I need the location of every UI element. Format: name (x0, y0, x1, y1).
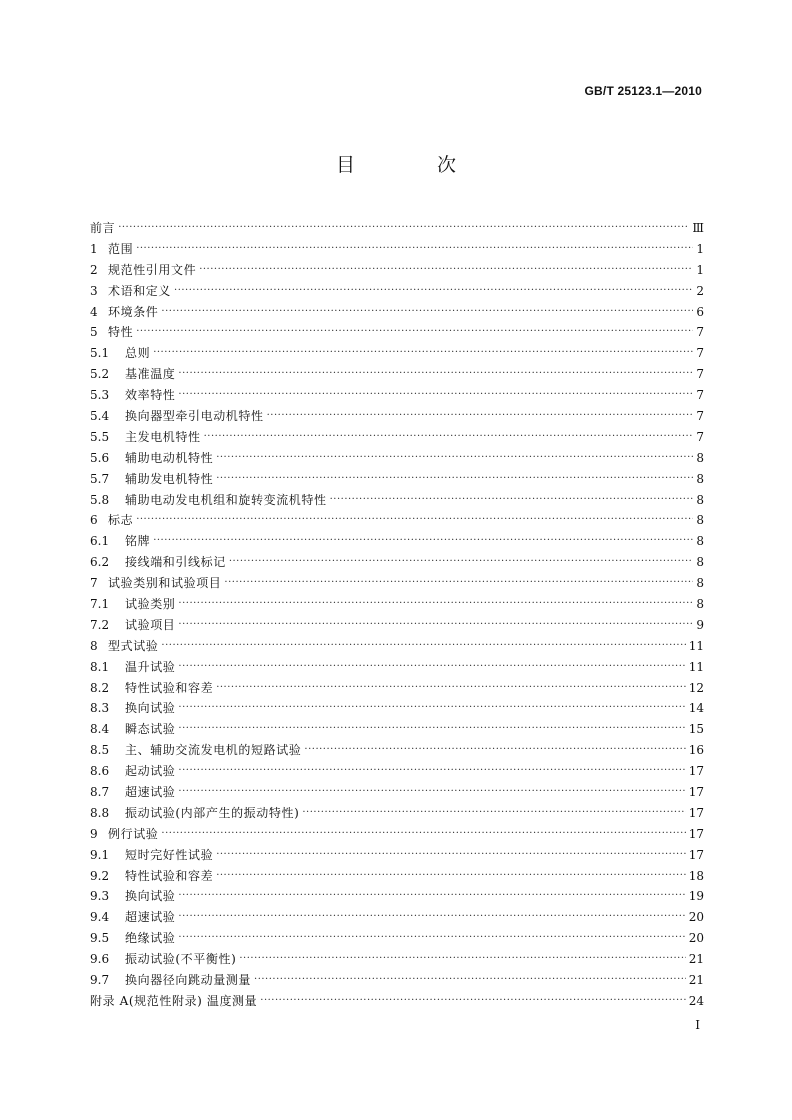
toc-entry-number: 7.1 (90, 597, 110, 612)
toc-entry[interactable] (90, 385, 704, 406)
toc-dot-leader (174, 281, 693, 302)
toc-entry-title: 总则 (125, 346, 151, 361)
toc-entry[interactable] (90, 573, 704, 594)
toc-entry-title: 辅助发电机特性 (125, 471, 214, 486)
toc-entry-number: 8.6 (90, 764, 110, 779)
toc-entry-page: 20 (688, 910, 704, 925)
toc-entry[interactable] (90, 302, 704, 323)
toc-dot-leader (216, 866, 686, 887)
toc-dot-leader (178, 615, 693, 636)
toc-entry-title: 附录 A(规范性附录) 温度测量 (90, 993, 258, 1008)
toc-entry-title: 换向试验 (125, 889, 176, 904)
toc-entry-title: 试验类别 (125, 597, 176, 612)
toc-dot-leader (161, 302, 693, 323)
toc-entry-number: 9.7 (90, 973, 110, 988)
toc-entry-number: 8.3 (90, 701, 110, 716)
toc-entry-page: 18 (688, 868, 704, 883)
toc-dot-leader (304, 740, 685, 761)
toc-entry-number: 5.5 (90, 429, 110, 444)
toc-entry-number: 5.2 (90, 367, 110, 382)
toc-entry-title: 特性 (108, 325, 134, 340)
toc-entry[interactable] (90, 322, 704, 343)
toc-dot-leader (204, 427, 693, 448)
toc-dot-leader (136, 239, 693, 260)
toc-entry-page: 7 (696, 367, 704, 382)
toc-entry-title: 主、辅助交流发电机的短路试验 (125, 743, 302, 758)
toc-entry-page: 2 (696, 283, 704, 298)
toc-entry-number: 5.6 (90, 450, 110, 465)
toc-entry-page: 8 (696, 597, 704, 612)
toc-entry[interactable] (90, 427, 704, 448)
toc-entry-page: 8 (696, 555, 704, 570)
toc-dot-leader (178, 907, 685, 928)
toc-entry-number: 8.7 (90, 785, 110, 800)
toc-dot-leader (178, 719, 685, 740)
toc-entry[interactable] (90, 719, 704, 740)
toc-entry-page: 11 (688, 659, 704, 674)
toc-entry-number: 6.2 (90, 555, 110, 570)
toc-entry[interactable] (90, 991, 704, 1012)
toc-dot-leader (267, 406, 693, 427)
toc-entry-title: 型式试验 (108, 638, 159, 653)
toc-entry[interactable] (90, 364, 704, 385)
toc-entry-page: Ⅲ (692, 220, 704, 235)
toc-entry-page: 21 (688, 973, 704, 988)
toc-entry[interactable] (90, 657, 704, 678)
toc-dot-leader (153, 531, 693, 552)
toc-entry-number: 5.7 (90, 471, 110, 486)
toc-entry-title: 辅助电动机特性 (125, 450, 214, 465)
toc-entry-page: 7 (696, 429, 704, 444)
toc-entry-title: 范围 (108, 241, 134, 256)
toc-entry[interactable] (90, 887, 704, 908)
toc-entry-title: 超速试验 (125, 785, 176, 800)
toc-entry-page: 21 (688, 952, 704, 967)
toc-entry-title: 术语和定义 (108, 283, 172, 298)
toc-entry-page: 9 (696, 617, 704, 632)
toc-entry-page: 17 (688, 847, 704, 862)
toc-entry-page: 7 (696, 409, 704, 423)
toc-entry-title: 基准温度 (125, 367, 176, 382)
toc-entry-page: 17 (688, 785, 704, 800)
toc-entry-title: 振动试验(内部产生的振动特性) (125, 805, 300, 820)
toc-entry-title: 铭牌 (125, 534, 151, 549)
toc-entry[interactable] (90, 218, 704, 239)
toc-dot-leader (178, 385, 693, 406)
toc-entry[interactable] (90, 845, 704, 866)
toc-entry-page: 7 (696, 346, 704, 361)
toc-dot-leader (216, 678, 686, 699)
table-of-contents (90, 218, 704, 1012)
toc-entry-page: 8 (696, 534, 704, 549)
toc-entry-number: 9.5 (90, 931, 110, 946)
toc-entry[interactable] (90, 594, 704, 615)
toc-dot-leader (216, 845, 686, 866)
toc-entry-title: 效率特性 (125, 388, 176, 403)
toc-entry[interactable] (90, 239, 704, 260)
toc-entry-title: 特性试验和容差 (125, 868, 214, 883)
toc-entry-title: 短时完好性试验 (125, 847, 214, 862)
toc-entry-page: 17 (688, 764, 704, 779)
toc-entry-page: 6 (696, 304, 704, 319)
toc-entry-number: 4 (90, 304, 98, 319)
toc-dot-leader (178, 886, 685, 907)
toc-entry-number: 8.4 (90, 722, 110, 737)
toc-entry[interactable] (90, 782, 704, 803)
toc-entry-title: 换向试验 (125, 701, 176, 716)
toc-entry-title: 辅助电动发电机组和旋转变流机特性 (125, 492, 327, 507)
toc-entry-title: 振动试验(不平衡性) (125, 952, 237, 967)
toc-entry[interactable] (90, 510, 704, 531)
toc-dot-leader (239, 949, 685, 970)
toc-entry-title: 规范性引用文件 (108, 262, 197, 277)
toc-entry-title: 温升试验 (125, 659, 176, 674)
toc-entry-title: 前言 (90, 220, 116, 235)
toc-entry-page: 11 (688, 638, 704, 653)
toc-entry-title: 起动试验 (125, 764, 176, 779)
toc-entry[interactable] (90, 531, 704, 552)
toc-entry[interactable] (90, 678, 704, 699)
toc-dot-leader (178, 594, 693, 615)
toc-entry-page: 14 (688, 701, 704, 716)
toc-dot-leader (178, 364, 693, 385)
toc-entry-page: 19 (688, 889, 704, 904)
toc-entry-number: 8.1 (90, 659, 110, 674)
toc-entry-title: 试验项目 (125, 617, 176, 632)
toc-entry[interactable] (90, 866, 704, 887)
toc-entry[interactable] (90, 740, 704, 761)
toc-dot-leader (161, 824, 685, 845)
toc-dot-leader (178, 657, 685, 678)
toc-entry-number: 9.2 (90, 868, 110, 883)
toc-entry-title: 例行试验 (108, 826, 159, 841)
toc-entry-number: 8.5 (90, 743, 110, 758)
toc-entry-number: 7.2 (90, 617, 110, 632)
toc-entry-number: 8.8 (90, 805, 110, 820)
toc-entry-number: 8.2 (90, 680, 110, 695)
toc-entry[interactable] (90, 698, 704, 719)
toc-entry-number: 9 (90, 826, 98, 841)
toc-entry-number: 9.4 (90, 910, 110, 925)
toc-entry-title: 特性试验和容差 (125, 680, 214, 695)
toc-dot-leader (178, 782, 685, 803)
toc-entry-page: 8 (696, 492, 704, 507)
toc-entry-page: 8 (696, 513, 704, 528)
toc-entry-page: 17 (688, 826, 704, 841)
toc-entry[interactable] (90, 928, 704, 949)
toc-entry[interactable] (90, 490, 704, 511)
toc-entry[interactable] (90, 907, 704, 928)
toc-entry[interactable] (90, 281, 704, 302)
toc-entry-number: 9.6 (90, 952, 110, 967)
toc-entry-title: 环境条件 (108, 304, 159, 319)
toc-entry-number: 5.4 (90, 409, 110, 423)
toc-entry-page: 1 (696, 262, 704, 277)
toc-entry-page: 7 (696, 325, 704, 340)
toc-dot-leader (302, 803, 685, 824)
toc-dot-leader (199, 260, 693, 281)
toc-dot-leader (136, 322, 693, 343)
toc-entry-title: 超速试验 (125, 910, 176, 925)
toc-entry[interactable] (90, 824, 704, 845)
toc-entry-page: 7 (696, 388, 704, 403)
standard-number: GB/T 25123.1—2010 (584, 84, 702, 98)
toc-dot-leader (260, 991, 685, 1012)
toc-entry[interactable] (90, 970, 704, 991)
toc-entry-number: 1 (90, 241, 98, 256)
toc-entry-number: 5.1 (90, 346, 110, 361)
toc-entry-number: 5.3 (90, 388, 110, 403)
toc-entry-page: 15 (688, 722, 704, 737)
page-number: I (695, 1018, 700, 1032)
toc-entry-page: 12 (688, 680, 704, 695)
toc-entry[interactable] (90, 448, 704, 469)
toc-dot-leader (136, 510, 693, 531)
toc-dot-leader (229, 552, 693, 573)
toc-entry[interactable] (90, 552, 704, 573)
toc-entry-page: 17 (688, 805, 704, 820)
toc-entry[interactable] (90, 761, 704, 782)
toc-entry-title: 换向器径向跳动量测量 (125, 973, 252, 988)
toc-entry-title: 绝缘试验 (125, 931, 176, 946)
toc-entry-number: 7 (90, 576, 98, 591)
toc-entry[interactable] (90, 260, 704, 281)
toc-entry-number: 9.3 (90, 889, 110, 904)
toc-entry-page: 8 (696, 576, 704, 591)
toc-entry-page: 20 (688, 931, 704, 946)
toc-entry[interactable] (90, 469, 704, 490)
toc-entry-number: 6.1 (90, 534, 110, 549)
toc-dot-leader (178, 761, 685, 782)
toc-entry-number: 5.8 (90, 492, 110, 507)
toc-dot-leader (254, 970, 686, 991)
toc-entry-title: 试验类别和试验项目 (108, 576, 222, 591)
toc-dot-leader (178, 928, 685, 949)
toc-entry-title: 换向器型牵引电动机特性 (125, 409, 264, 423)
toc-dot-leader (153, 343, 693, 364)
toc-entry-page: 24 (688, 993, 704, 1008)
toc-entry-page: 1 (696, 241, 704, 256)
toc-entry-title: 主发电机特性 (125, 429, 201, 444)
toc-entry[interactable] (90, 615, 704, 636)
toc-entry-number: 8 (90, 638, 98, 653)
toc-dot-leader (216, 469, 693, 490)
toc-entry[interactable] (90, 636, 704, 657)
toc-entry[interactable] (90, 406, 704, 427)
toc-entry-title: 标志 (108, 513, 134, 528)
toc-entry-number: 3 (90, 283, 98, 298)
toc-dot-leader (178, 698, 685, 719)
toc-entry[interactable] (90, 949, 704, 970)
toc-entry-page: 8 (696, 450, 704, 465)
toc-entry-number: 6 (90, 513, 98, 528)
toc-dot-leader (330, 490, 693, 511)
toc-dot-leader (216, 448, 693, 469)
toc-entry-title: 瞬态试验 (125, 722, 176, 737)
toc-dot-leader (161, 636, 685, 657)
toc-entry-number: 5 (90, 325, 98, 340)
toc-entry[interactable] (90, 803, 704, 824)
toc-entry[interactable] (90, 343, 704, 364)
toc-dot-leader (118, 218, 689, 239)
toc-dot-leader (224, 573, 693, 594)
toc-entry-title: 接线端和引线标记 (125, 555, 226, 570)
page-title: 目 次 (335, 154, 495, 176)
toc-entry-page: 16 (688, 743, 704, 758)
toc-entry-number: 2 (90, 262, 98, 277)
toc-entry-page: 8 (696, 471, 704, 486)
toc-entry-number: 9.1 (90, 847, 110, 862)
